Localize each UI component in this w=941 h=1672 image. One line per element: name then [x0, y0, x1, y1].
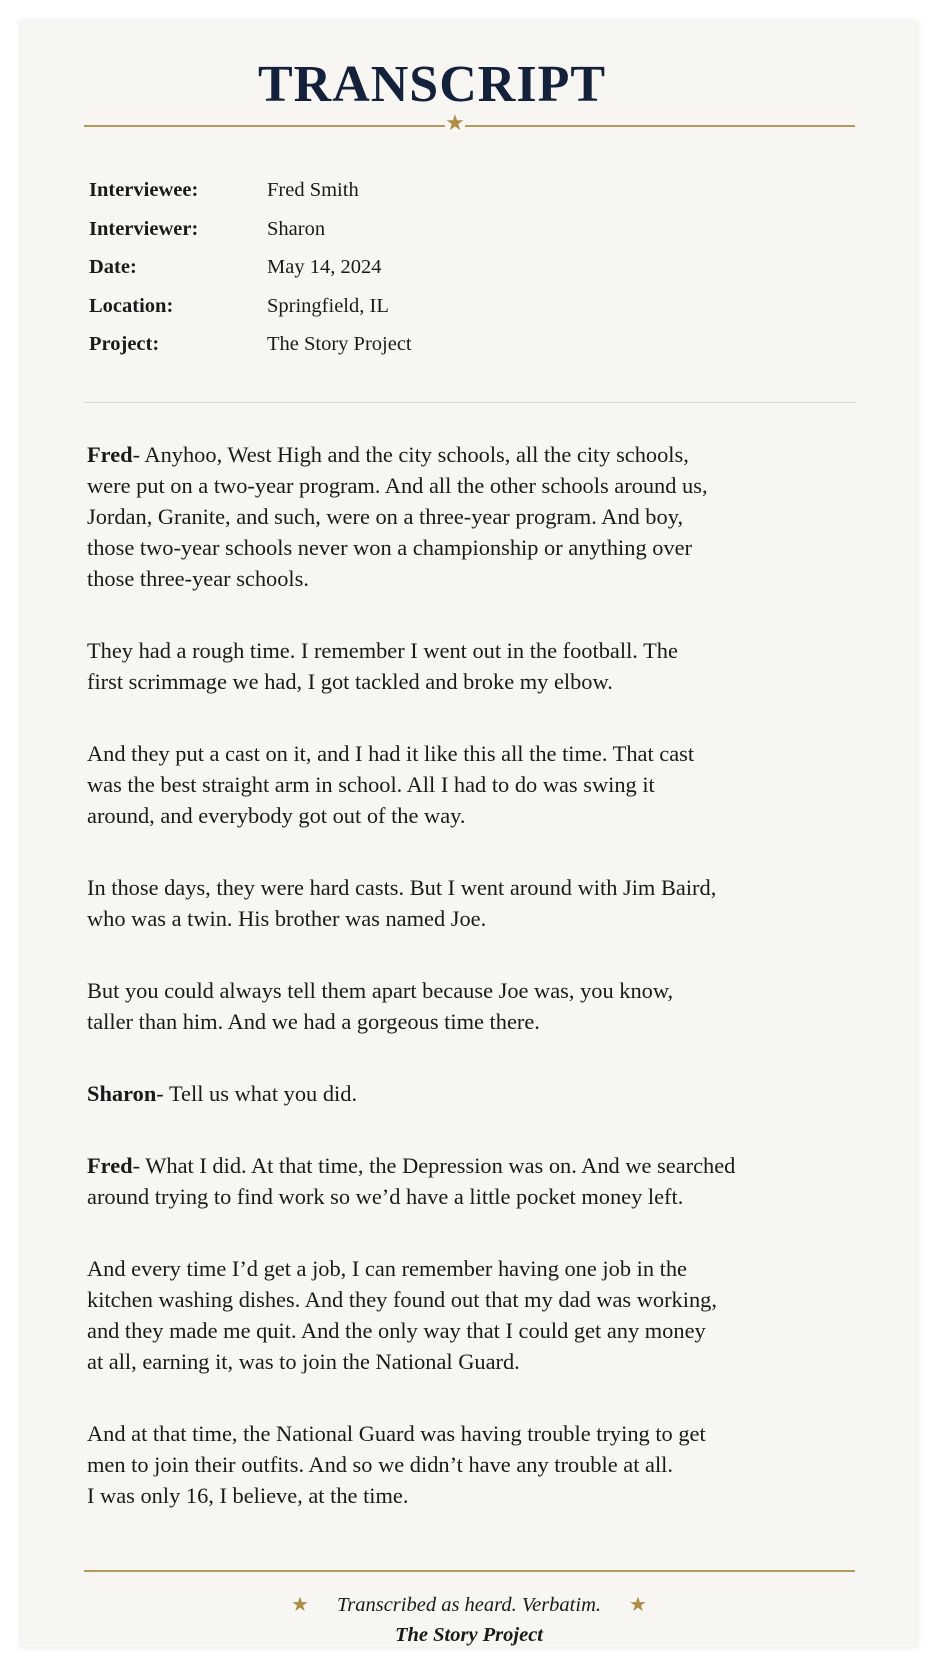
- star-icon: ★: [629, 1592, 647, 1616]
- paragraph-text: - Anyhoo, West High and the city schools, all the city schools, were put on a two-year program. And all the other schools around us, Jordan, Granite, and such, were on a three-year program. And boy, those two-year schools never won a championship or anything over those three-year schools.: [87, 442, 708, 591]
- speaker-name: Fred: [87, 1153, 133, 1178]
- transcript-body: [87, 439, 867, 1552]
- paragraph-text: And they put a cast on it, and I had it like this all the time. That cast was the best straight arm in school. All I had to do was swing it around, and everybody got out of the way.: [87, 741, 695, 828]
- metadata-label: Date:: [89, 256, 137, 278]
- metadata-row-interviewer: [89, 214, 412, 253]
- footer-note: Transcribed as heard. Verbatim.: [336, 1594, 602, 1616]
- star-icon: ★: [291, 1592, 309, 1616]
- metadata-value: Sharon: [267, 217, 326, 240]
- paragraph-text: - What I did. At that time, the Depression was on. And we searched around trying to find work so we’d have a little pocket money left.: [87, 1153, 736, 1209]
- paragraph-text: They had a rough time. I remember I went out in the football. The first scrimmage we had, I got tackled and broke my elbow.: [87, 638, 678, 694]
- paragraph-text: And at that time, the National Guard was having trouble trying to get men to join their outfits. And so we didn’t have any trouble at all. I was only 16, I believe, at the time.: [87, 1421, 706, 1508]
- transcript-paragraph: [87, 975, 867, 1037]
- paragraph-text: But you could always tell them apart because Joe was, you know, taller than him. And we had a gorgeous time there.: [87, 978, 674, 1034]
- transcript-paragraph: [87, 1078, 867, 1109]
- metadata-label: Interviewee:: [89, 179, 199, 201]
- footer-organization: The Story Project: [394, 1624, 544, 1646]
- speaker-name: Fred: [87, 442, 133, 467]
- metadata-row-location: [89, 291, 412, 330]
- metadata-value: Fred Smith: [267, 179, 359, 201]
- transcript-page: [21, 21, 917, 1647]
- footer-divider: [84, 1570, 855, 1572]
- metadata-label: Location:: [89, 294, 174, 317]
- transcript-paragraph: [87, 439, 867, 594]
- transcript-paragraph: [87, 635, 867, 697]
- transcript-paragraph: [87, 738, 867, 831]
- paragraph-text: - Tell us what you did.: [156, 1081, 358, 1106]
- title-divider-left: [84, 125, 445, 127]
- metadata-label: Interviewer:: [89, 217, 199, 240]
- metadata-value: The Story Project: [267, 333, 412, 355]
- transcript-paragraph: [87, 1253, 867, 1377]
- metadata-row-interviewee: [89, 175, 412, 214]
- metadata-value: May 14, 2024: [267, 256, 382, 278]
- transcript-paragraph: [87, 1150, 867, 1212]
- page-title: TRANSCRIPT: [257, 56, 607, 113]
- metadata-row-project: [89, 329, 412, 368]
- metadata-value: Springfield, IL: [267, 294, 389, 317]
- star-icon: ★: [445, 111, 465, 136]
- metadata-label: Project:: [89, 333, 160, 355]
- transcript-paragraph: [87, 1418, 867, 1511]
- metadata-row-date: [89, 252, 412, 291]
- paragraph-text: And every time I’d get a job, I can remember having one job in the kitchen washing dishes. And they found out that my dad was working, and they made me quit. And the only way that I could get any money at all, earning it, was to join the National Guard.: [87, 1256, 717, 1374]
- metadata-divider: [84, 402, 855, 403]
- title-divider-right: [465, 125, 855, 127]
- metadata-table: [89, 175, 412, 368]
- transcript-paragraph: [87, 872, 867, 934]
- paragraph-text: In those days, they were hard casts. But I went around with Jim Baird, who was a twin. His brother was named Joe.: [87, 875, 717, 931]
- speaker-name: Sharon: [87, 1081, 157, 1106]
- footer-note-line: [21, 1589, 917, 1620]
